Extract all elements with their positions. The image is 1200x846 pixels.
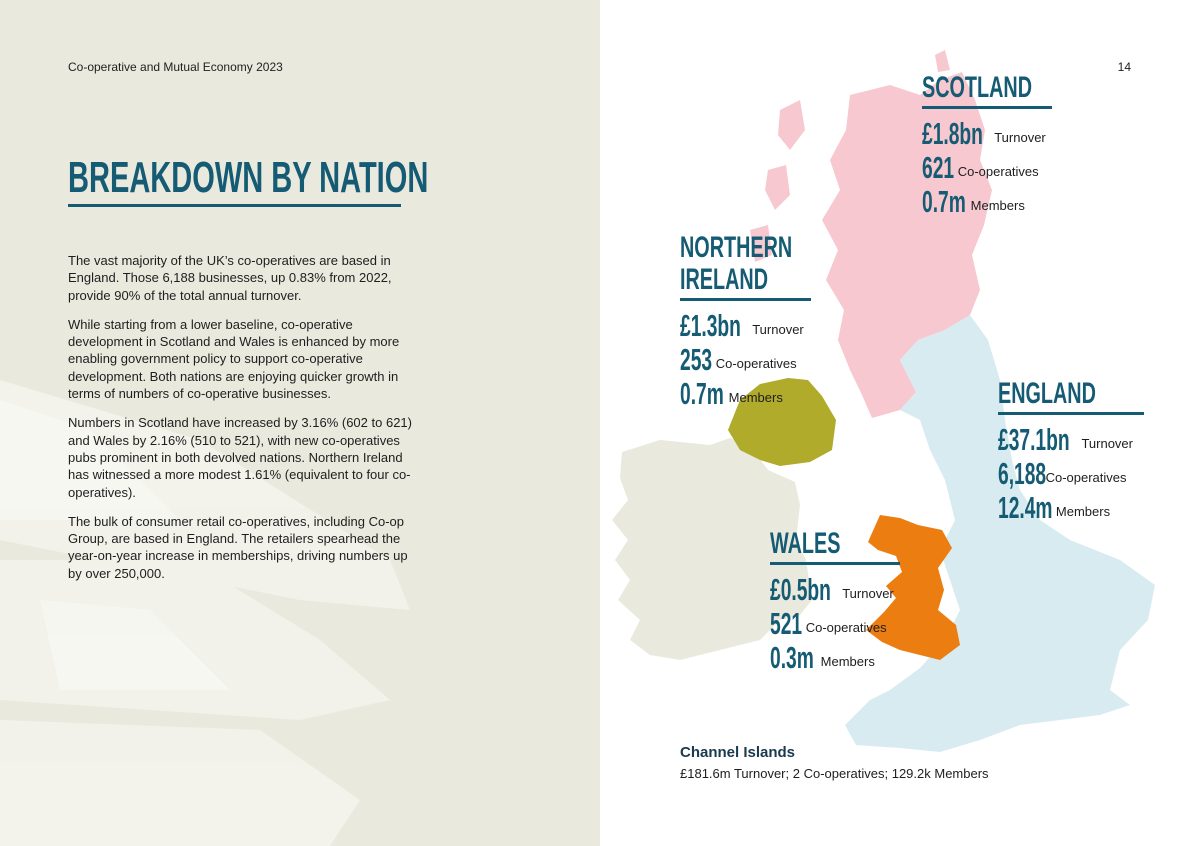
stat-members	[998, 491, 1148, 525]
stat-value: £37.1bn	[998, 422, 1070, 457]
stat-turnover	[680, 309, 820, 343]
stat-value: 6,188	[998, 456, 1047, 491]
channel-islands-stats: £181.6m Turnover; 2 Co-operatives; 129.2k Members	[680, 766, 989, 781]
stat-value: 0.7m	[680, 376, 724, 411]
stat-members	[770, 641, 910, 675]
stat-value: 0.7m	[922, 184, 966, 219]
nation-title: WALES	[770, 527, 841, 560]
stat-label: Members	[820, 654, 875, 669]
page-number: 14	[1117, 60, 1131, 74]
nation-scotland	[922, 72, 1062, 219]
body-text	[68, 252, 413, 594]
page-title: BREAKDOWN BY NATION	[68, 153, 429, 202]
nation-wales	[770, 528, 910, 675]
stat-value: £1.3bn	[680, 308, 741, 343]
nation-underline	[998, 412, 1144, 415]
stat-value: 621	[922, 150, 955, 185]
stat-turnover	[998, 423, 1148, 457]
paragraph: While starting from a lower baseline, co-operative development in Scotland and Wales is enhanced by more enabling government policy to support co-operative development. Both nations are enjoying quicker growth in terms of numbers of co-operative businesses.	[68, 316, 400, 402]
stat-label: Co-operatives	[1045, 470, 1127, 485]
stat-label: Turnover	[752, 322, 804, 337]
right-page	[600, 0, 1200, 846]
stat-label: Co-operatives	[715, 356, 797, 371]
stat-coops	[922, 151, 1062, 185]
stat-value: 0.3m	[770, 640, 814, 675]
stat-turnover	[770, 573, 910, 607]
stat-turnover	[922, 117, 1062, 151]
stat-label: Co-operatives	[805, 620, 887, 635]
stat-label: Members	[1055, 504, 1111, 519]
stat-label: Turnover	[994, 130, 1046, 145]
nation-northern-ireland	[680, 232, 820, 411]
stat-label: Members	[970, 198, 1025, 213]
stat-coops	[770, 607, 910, 641]
channel-islands	[680, 743, 989, 785]
stat-coops	[998, 457, 1148, 491]
stat-value: 253	[680, 342, 713, 377]
nation-title: NORTHERN	[680, 231, 793, 264]
title-underline	[68, 204, 401, 207]
stat-value: 521	[770, 606, 803, 641]
running-title: Co-operative and Mutual Economy 2023	[68, 60, 283, 74]
nation-england	[998, 378, 1148, 525]
nation-underline	[922, 106, 1052, 109]
stat-value: £1.8bn	[922, 116, 983, 151]
stat-label: Members	[728, 390, 783, 405]
nation-underline	[680, 298, 811, 301]
stat-value: £0.5bn	[770, 572, 831, 607]
stat-value: 12.4m	[998, 490, 1053, 525]
stat-members	[922, 185, 1062, 219]
nation-title: SCOTLAND	[922, 71, 1032, 104]
stat-label: Turnover	[1081, 436, 1133, 451]
nation-underline	[770, 562, 900, 565]
nation-title: IRELAND	[680, 263, 769, 296]
stat-label: Co-operatives	[957, 164, 1039, 179]
stat-label: Turnover	[842, 586, 894, 601]
channel-islands-title: Channel Islands	[680, 744, 796, 761]
paragraph: Numbers in Scotland have increased by 3.16% (602 to 621) and Wales by 2.16% (510 to 521), with new co-operatives pubs prominent in both devolved nations. Northern Ireland has witnessed a more modest 1.61% (equivalent to four co-operatives).	[68, 415, 412, 500]
stat-coops	[680, 343, 820, 377]
paragraph: The vast majority of the UK’s co-operatives are based in England. Those 6,188 businesses, up 0.83% from 2022, provide 90% of the total annual turnover.	[68, 253, 392, 303]
paragraph: The bulk of consumer retail co-operatives, including Co-op Group, are based in England. The retailers spearhead the year-on-year increase in memberships, driving numbers up by over 250,000.	[68, 513, 408, 581]
nation-title: ENGLAND	[998, 377, 1096, 410]
stat-members	[680, 377, 820, 411]
